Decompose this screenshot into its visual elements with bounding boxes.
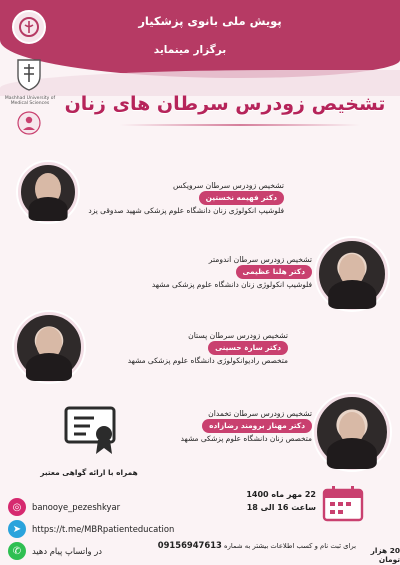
certificate-icon xyxy=(62,404,122,458)
header-banner xyxy=(0,0,400,78)
header-subtitle: برگزار مینماید xyxy=(153,44,227,56)
speaker-4-role: متخصص زنان دانشگاه علوم پزشکی مشهد xyxy=(180,433,312,443)
speaker-1-photo xyxy=(18,162,78,222)
speaker-1-topic: تشخیص زودرس سرطان سرویکس xyxy=(173,181,284,190)
price-tag: 20 هزار تومان xyxy=(370,546,400,564)
speaker-4-info xyxy=(140,408,312,444)
university-emblem-icon xyxy=(12,54,46,92)
speaker-3-info xyxy=(88,330,288,366)
schedule xyxy=(238,490,316,512)
speaker-4-topic: تشخیص زودرس سرطان تخمدان xyxy=(208,409,312,418)
title-underline xyxy=(120,124,360,126)
speaker-2-topic: تشخیص زودرس سرطان اندومتر xyxy=(208,255,312,264)
speaker-3-name: دکتر سارہ حسینی xyxy=(208,341,288,354)
event-date: 22 مهر ماه 1400 xyxy=(246,490,316,499)
register-phone[interactable]: 09156947613 xyxy=(157,540,222,550)
speaker-2-photo xyxy=(316,238,388,310)
telegram-row[interactable] xyxy=(8,520,174,538)
calendar-icon xyxy=(322,484,364,522)
speaker-2-info xyxy=(120,254,312,290)
whatsapp-text: در واتساپ پیام دهید xyxy=(32,546,103,556)
telegram-link[interactable]: https://t.me/MBRpatienteducation xyxy=(32,524,175,534)
speaker-1-role: فلوشیپ انکولوژی زنان دانشگاه علوم پزشکی شهید صدوقی یزد xyxy=(88,205,284,215)
speaker-4-photo xyxy=(314,394,390,470)
speaker-3-role: متخصص رادیوانکولوژی دانشگاه علوم پزشکی مشهد xyxy=(127,355,288,365)
main-title: تشخیص زودرس سرطان های زنان xyxy=(64,93,386,115)
registration-info xyxy=(116,540,356,550)
event-time: ساعت 16 الی 18 xyxy=(246,503,316,512)
speaker-4-name: دکتر مهناز برومند رضازاده xyxy=(202,419,312,432)
header-title: پویش ملی بانوی پزشکیار xyxy=(138,14,282,28)
campaign-logo-icon xyxy=(18,16,40,38)
whatsapp-row[interactable] xyxy=(8,542,102,560)
certificate-label: همراه با ارائه گواهی معتبر xyxy=(40,468,138,477)
register-text: برای ثبت نام و کسب اطلاعات بیشتر به شماره xyxy=(224,542,356,550)
secondary-logo-icon xyxy=(14,110,44,136)
university-logo xyxy=(12,54,46,88)
campaign-logo xyxy=(12,10,46,44)
speaker-2-name: دکتر هلنا عظیمی xyxy=(236,265,312,278)
speaker-1-info xyxy=(84,180,284,216)
speaker-2-role: فلوشیپ انکولوژی زنان دانشگاه علوم پزشکی مشهد xyxy=(151,279,312,289)
speaker-3-topic: تشخیص زودرس سرطان پستان xyxy=(188,331,288,340)
instagram-row[interactable] xyxy=(8,498,120,516)
instagram-handle[interactable]: banooye_pezeshkyar xyxy=(32,502,121,512)
university-name: Mashhad University of Medical Sciences xyxy=(4,96,56,107)
secondary-logo xyxy=(14,110,44,136)
speaker-3-photo xyxy=(14,312,84,382)
telegram-icon: ➤ xyxy=(8,520,26,538)
instagram-icon: ◎ xyxy=(8,498,26,516)
whatsapp-icon: ✆ xyxy=(8,542,26,560)
speaker-1-name: دکتر فهیمه نخستین xyxy=(199,191,284,204)
